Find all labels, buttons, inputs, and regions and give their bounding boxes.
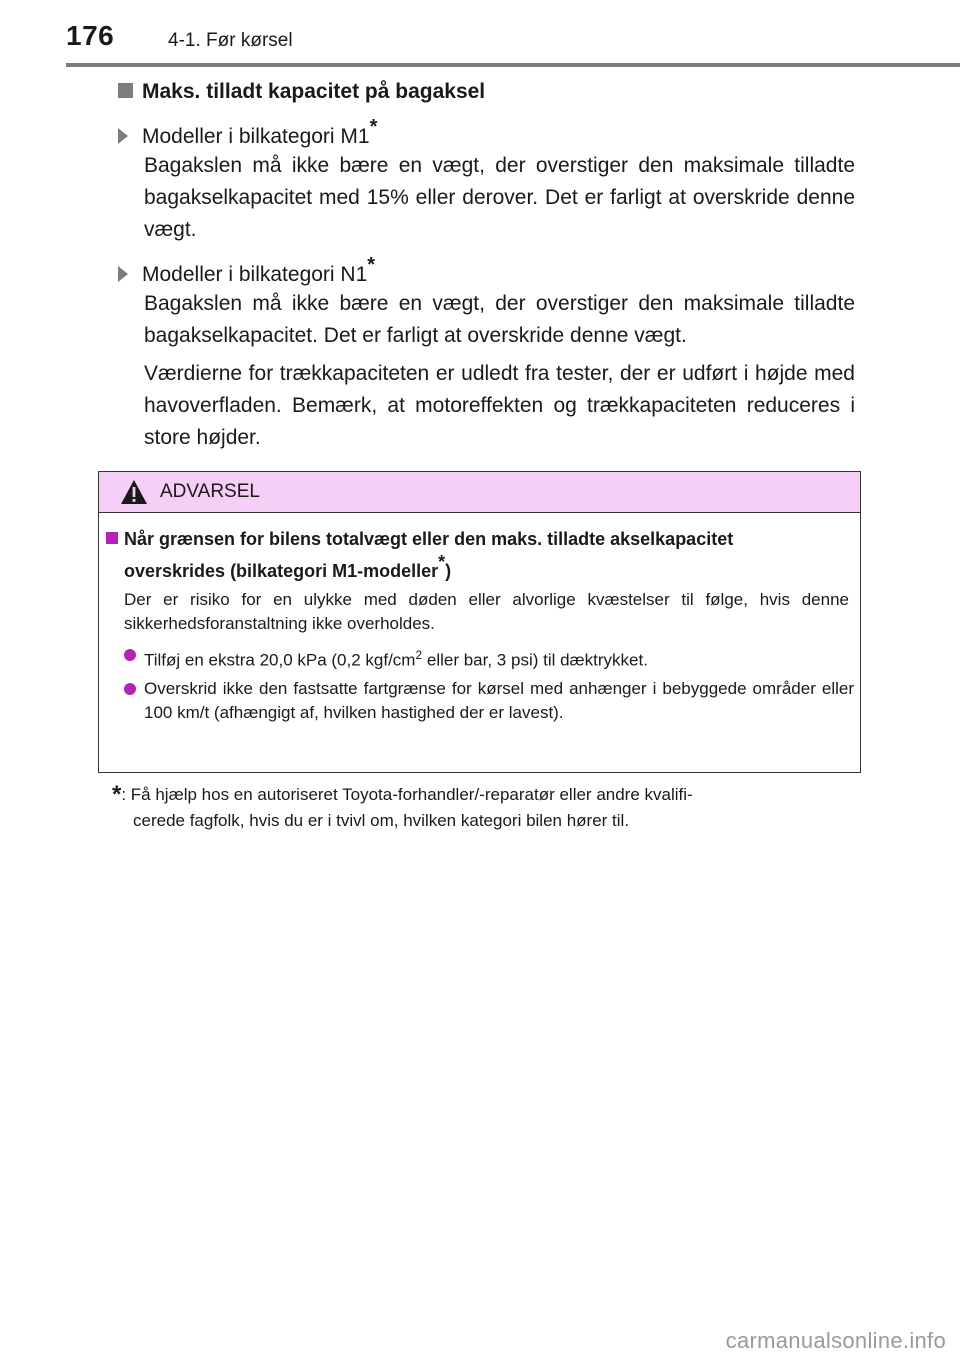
sub-heading-n1 xyxy=(118,256,375,287)
sub-heading-n1-text: Modeller i bilkategori N1 xyxy=(142,263,368,286)
page-number: 176 xyxy=(66,20,115,51)
asterisk-mark: * xyxy=(369,116,378,138)
chapter-title: 4-1. Før kørsel xyxy=(168,30,293,51)
warning-header xyxy=(99,472,860,513)
bullet-tire-text: Tilføj en ekstra 20,0 kPa (0,2 kgf/cm xyxy=(144,650,416,670)
footnote-line2: cerede fagfolk, hvis du er i tvivl om, hvilken kategori bilen hører til. xyxy=(133,811,630,830)
sub-heading-m1 xyxy=(118,118,377,149)
warning-title: ADVARSEL xyxy=(160,481,260,502)
warning-heading xyxy=(106,527,854,584)
footnote xyxy=(112,782,856,834)
square-bullet-icon xyxy=(118,83,133,98)
warning-heading-close: ) xyxy=(445,561,452,581)
paragraph-n1: Bagakslen må ikke bære en vægt, der overstiger den maksimale tilladte bagakselkapacitet. Det er farligt at overskride denne vægt. xyxy=(144,292,855,347)
warning-square-bullet-icon xyxy=(106,532,118,544)
section-heading xyxy=(118,80,485,104)
circle-bullet-icon xyxy=(124,683,136,695)
footnote-line1: : Få hjælp hos en autoriseret Toyota-forhandler/-reparatør eller andre kvalifi- xyxy=(121,785,693,804)
paragraph-m1: Bagakslen må ikke bære en vægt, der overstiger den maksimale tilladte bagakselkapacitet med 15% eller derover. Det er farligt at overskride denne vægt. xyxy=(144,154,855,241)
triangle-bullet-icon xyxy=(118,128,128,144)
warning-heading-line1: Når grænsen for bilens totalvægt eller den maks. tilladte akselkapacitet xyxy=(124,529,734,549)
warning-box xyxy=(98,471,861,773)
header-rule xyxy=(66,63,960,67)
sub-heading-m1-text: Modeller i bilkategori M1 xyxy=(142,125,370,148)
bullet-tire-text-end: eller bar, 3 psi) til dæktrykket. xyxy=(422,650,648,670)
bullet-speed-text: Overskrid ikke den fastsatte fartgrænse for kørsel med anhænger i bebyggede områder eller 100 km/t (afhængigt af, hvilken hastighed der er lavest). xyxy=(144,679,854,722)
footnote-asterisk: * xyxy=(112,781,122,808)
asterisk-mark: * xyxy=(367,254,376,276)
paragraph-altitude: Værdierne for trækkapaciteten er udledt fra tester, der er udført i højde med havoverfladen. Bemærk, at motoreffekten og trækkapaciteten reduceres i store højder. xyxy=(144,362,855,449)
bullet-tire-sup: 2 xyxy=(415,648,423,662)
watermark: carmanualsonline.info xyxy=(725,1328,946,1353)
warning-triangle-icon xyxy=(120,479,148,505)
warning-body-text: Der er risiko for en ulykke med døden eller alvorlige kvæstelser til følge, hvis denne sikkerhedsforanstaltning ikke overholdes. xyxy=(124,590,849,633)
warning-bullet-tire xyxy=(124,643,854,673)
triangle-bullet-icon xyxy=(118,266,128,282)
warning-heading-line2: overskrides (bilkategori M1-modeller xyxy=(124,561,439,581)
circle-bullet-icon xyxy=(124,649,136,661)
section-heading-text: Maks. tilladt kapacitet på bagaksel xyxy=(142,80,486,103)
warning-bullet-speed xyxy=(124,677,854,725)
asterisk-mark: * xyxy=(438,552,446,572)
